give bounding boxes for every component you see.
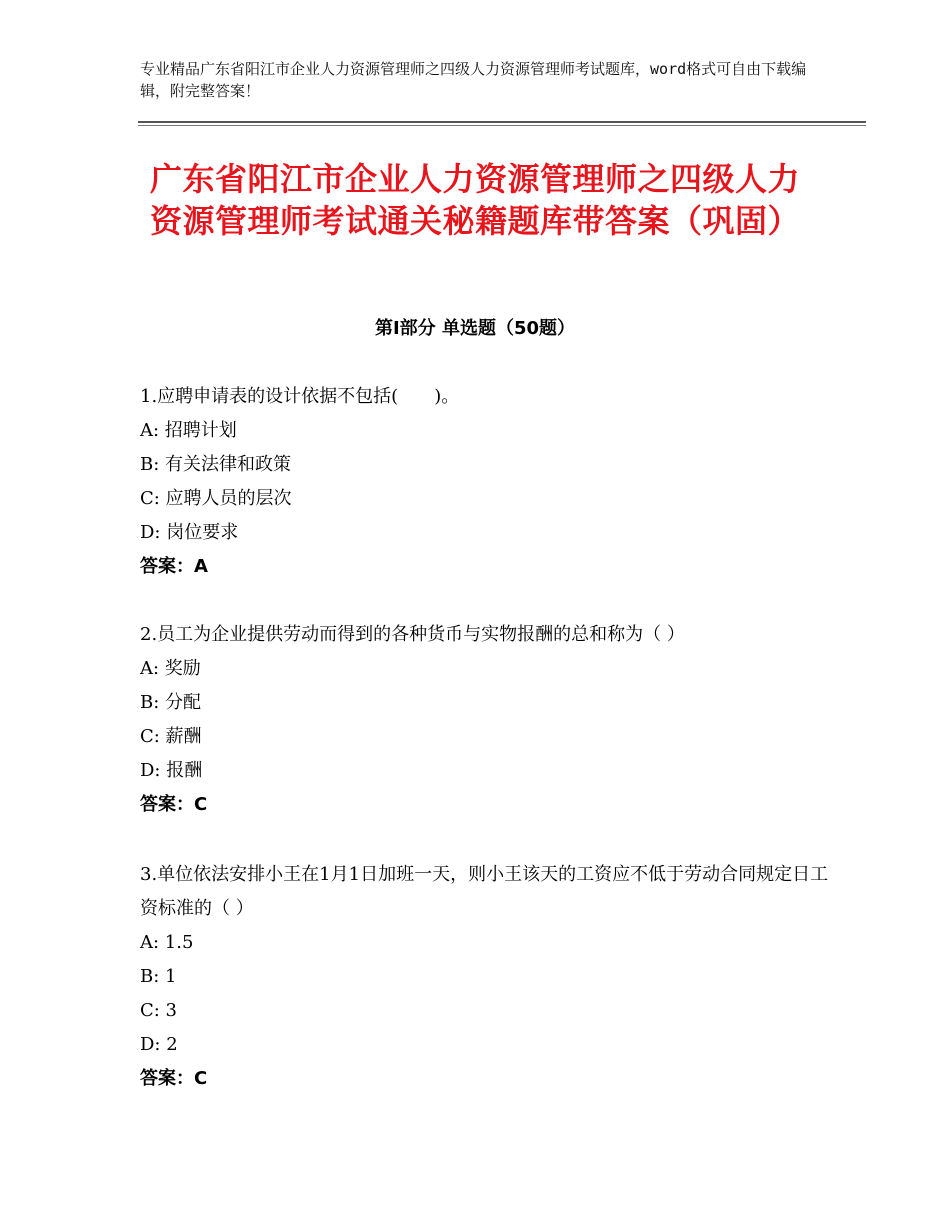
option-a: A: 奖励	[140, 658, 201, 679]
answer-label: 答案：C	[140, 794, 208, 815]
question-stem: 1.应聘申请表的设计依据不包括( )。	[140, 386, 460, 407]
option-c: C: 薪酬	[140, 726, 202, 747]
option-d: D: 岗位要求	[140, 522, 239, 543]
question-3	[140, 858, 830, 1096]
option-c: C: 应聘人员的层次	[140, 488, 292, 509]
option-d: D: 2	[140, 1034, 178, 1055]
option-c: C: 3	[140, 1000, 178, 1021]
answer-label: 答案：C	[140, 1068, 208, 1089]
option-a: A: 1.5	[140, 932, 194, 953]
option-a: A: 招聘计划	[140, 420, 237, 441]
option-b: B: 有关法律和政策	[140, 454, 292, 475]
section-title: 第Ⅰ部分 单选题（50题）	[374, 318, 575, 339]
header-note: 专业精品广东省阳江市企业人力资源管理师之四级人力资源管理师考试题库，word格式可自由下载编辑，附完整答案！	[140, 60, 807, 100]
question-2	[140, 618, 830, 822]
header-rule-thin	[138, 125, 866, 126]
option-b: B: 分配	[140, 692, 202, 713]
option-b: B: 1	[140, 966, 177, 987]
question-stem: 3.单位依法安排小王在1月1日加班一天，则小王该天的工资应不低于劳动合同规定日工资标准的（ ）	[140, 864, 829, 919]
question-1	[140, 380, 830, 584]
option-d: D: 报酬	[140, 760, 203, 781]
answer-label: 答案：A	[140, 556, 208, 577]
document-title: 广东省阳江市企业人力资源管理师之四级人力资源管理师考试通关秘籍题库带答案（巩固）	[149, 160, 800, 240]
question-stem: 2.员工为企业提供劳动而得到的各种货币与实物报酬的总和称为（ ）	[140, 624, 685, 645]
header-rule-thick	[138, 121, 866, 123]
